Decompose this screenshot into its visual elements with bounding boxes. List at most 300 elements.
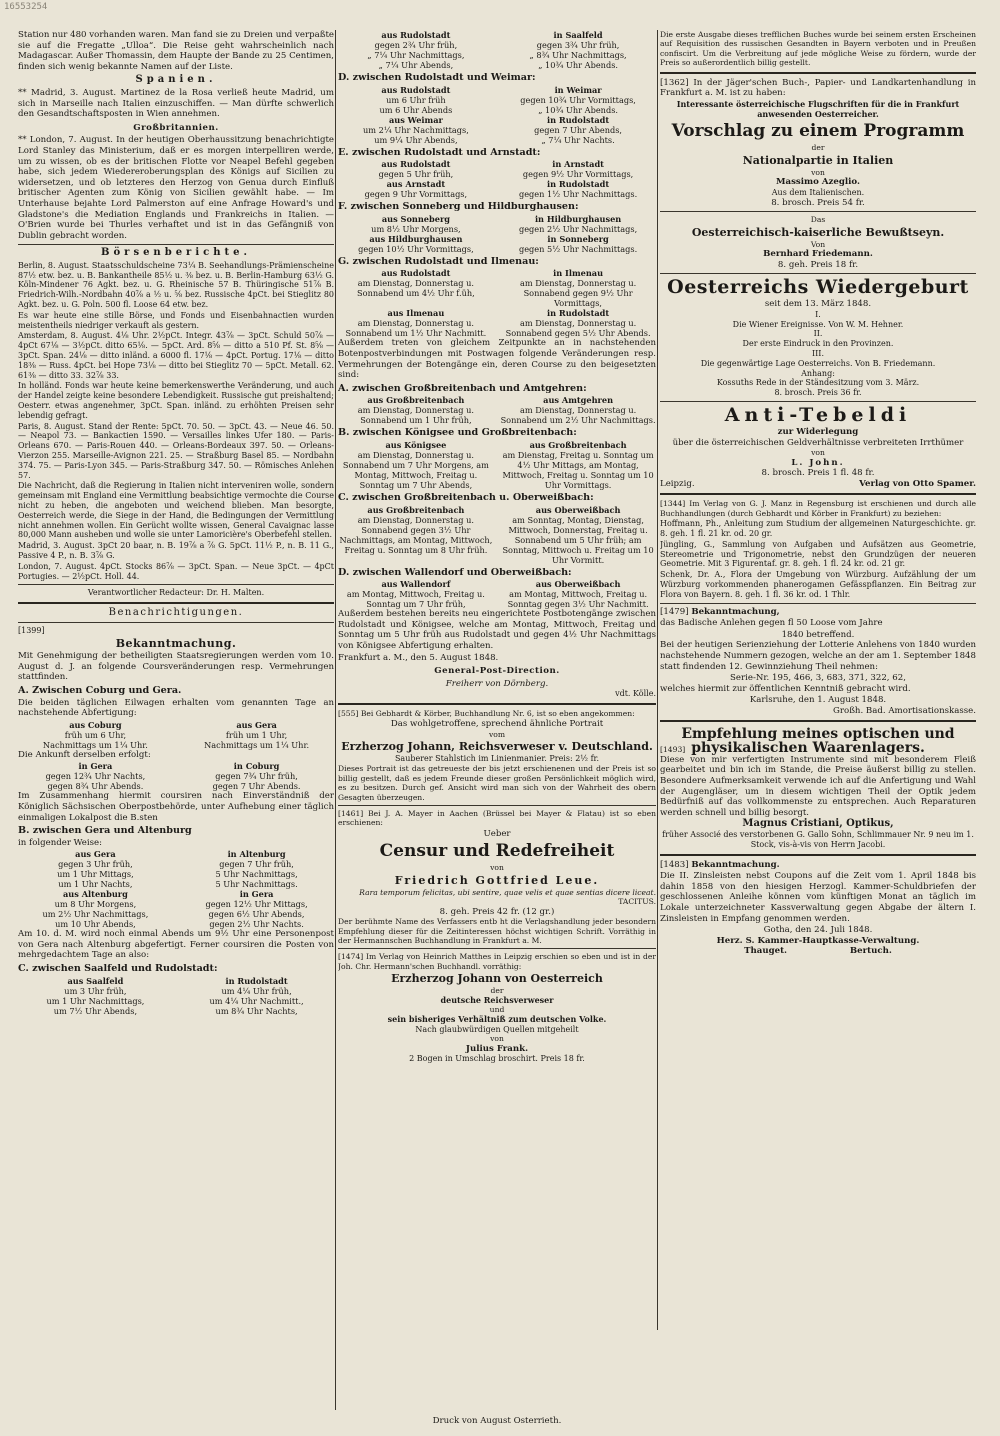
- spanien-heading: Spanien.: [135, 74, 217, 86]
- ad10-title1: Empfehlung meines optischen und: [681, 726, 955, 743]
- ad7-author: L. John.: [791, 457, 845, 468]
- ad9-series: Serie-Nr. 195, 466, 3, 683, 371, 322, 62,: [730, 673, 906, 684]
- timetable-cell-right: „ 10¾ Uhr Abends.: [538, 104, 618, 115]
- timetable-row: [18, 909, 334, 919]
- route-a-text2: Im Zusammenhang hiermit coursiren nach Einverständniß der Königlich Sächsischen Oberpostbehörde, unter Aufhebung einer täglich einmaligen Lokalpost die B.sten: [18, 791, 334, 823]
- timetable-cell-left: gegen 2¾ Uhr früh,: [374, 40, 458, 50]
- ad2-price: 8. geh. Preis 42 fr. (12 gr.): [439, 906, 555, 917]
- ad4-author: Massimo Azeglio.: [776, 177, 860, 188]
- boersen-amsterdam: Amsterdam, 8. August. 4⅛ Uhr. 2½pCt. Integr. 43⅞ — 3pCt. Schuld 50⅞ — 4pCt 67⅛ — 3½pCt. ditto 65⅛. — 5pCt. Ard. 8⅝ — ditto a 510 Pf. St. 8⅝ — 3pCt. Span. 24⅛ — ditto inländ. a 6000 fl. 17⅛ — 4pCt. Portug. 17⅛ — ditto 18⅜ — Russ. 4pCt. bei Hope 73⅛ — ditto bei Stieglitz 70 — 5pCt. Metall. 62. 61⅜ — ditto 33. 32⅞ 33.: [18, 331, 334, 380]
- timetable-row: [338, 85, 656, 95]
- ad4-trans: Aus dem Italienischen.: [771, 187, 865, 197]
- top-note: Die erste Ausgabe dieses trefflichen Buches wurde bei seinem ersten Erscheinen auf Requisition des russischen Gesandten in Bayern verboten und in Preußen confiscirt. Um die Verbreitung auf jede mögliche Weise zu fördern, wurde der Preis so außerordentlich billig gestellt.: [660, 30, 976, 68]
- boten-d-table: [338, 579, 656, 609]
- ad11-names: Thauget. Bertuch.: [744, 946, 892, 957]
- benachrichtigungen-heading: Benachrichtigungen.: [108, 607, 244, 619]
- boten-text: Außerdem treten von gleichem Zeitpunkte an in nachstehenden Botenpostverbindungen mit Postwagen folgende Veränderungen resp. Vermehrungen der Botengänge ein, deren Course zu den beigesetzten sind:: [338, 338, 656, 381]
- timetable-cell-left: „ 7¼ Uhr Abends,: [378, 60, 454, 70]
- timetable-cell-left: aus Hildburghausen: [369, 233, 463, 244]
- route-a-arrival-table: [18, 761, 334, 791]
- timetable-cell-left: um 8½ Uhr Morgens,: [371, 223, 461, 234]
- ad2-tacitus: TACITUS.: [618, 897, 656, 907]
- ad3-sub: deutsche Reichsverweser: [440, 994, 554, 1005]
- timetable-row: [338, 268, 656, 278]
- gb-heading: Großbritannien.: [133, 122, 219, 133]
- timetable-row: [18, 879, 334, 889]
- ad3-intro: [1474] Im Verlag von Heinrich Matthes in Leipzig erschien so eben und ist in der Joh. Chr. Hermann'schen Buchhandl. vorräthig:: [338, 952, 656, 971]
- timetable-cell-left: um 8 Uhr Morgens,: [54, 899, 137, 910]
- timetable-row: [18, 889, 334, 899]
- boersen-london: London, 7. August. 4pCt. Stocks 86⅞ — 3pCt. Span. — Neue 3pCt. — 4pCt Portugies. — 2½pCt. Holl. 44.: [18, 561, 334, 581]
- ad7-price: 8. brosch. Preis 1 fl. 48 fr.: [761, 468, 875, 479]
- timetable-cell-right: gegen 12½ Uhr Mittags,: [205, 899, 308, 910]
- timetable-row: [338, 40, 656, 50]
- editor-line: Verantwortlicher Redacteur: Dr. H. Malten.: [87, 588, 265, 598]
- ad5-title: Oesterreichisch-kaiserliche Bewußtseyn.: [691, 225, 945, 239]
- timetable-cell-left: aus Sonneberg: [381, 213, 450, 224]
- timetable-row: [18, 976, 334, 986]
- ad1-text: Dieses Portrait ist das getreueste der bis jetzt erschienenen und der Preis ist so billig gestellt, daß es jedem Freunde dieser großen Persönlichkeit möglich wird, es zu besitzen. Durch gef. Ansicht wird man sich von der Wahrheit des obern Gesagten überzeugen.: [338, 764, 656, 802]
- ad2-ueber: Ueber: [483, 828, 511, 839]
- timetable-row: [338, 125, 656, 135]
- timetable-cell-right: in Coburg: [233, 761, 280, 772]
- timetable-row: [18, 761, 334, 771]
- extra-text: Außerdem bestehen bereits neu eingerichtete Postbotengänge zwischen Rudolstadt und Königsee, welche am Montag, Mittwoch, Freitag und Sonntag um 5 Uhr früh aus Rudolstadt und gegen 4½ Uhr Nachmittags von Königsee Abfertigung erhalten.: [338, 609, 656, 651]
- intro-paragraph: Station nur 480 vorhanden waren. Man fand sie zu Dreien und verpaßte sie auf die Fregatte „Ulloa“. Die Reise geht wahrscheinlich nach Madagascar. Außer Thomassin, dem Haupte der Bande zu 25 Centimen, finden sich wenig bekannte Namen auf der Liste.: [18, 30, 334, 72]
- boten-a-heading: A. zwischen Großbreitenbach und Amtgehren:: [338, 382, 587, 394]
- timetable-row: [338, 50, 656, 60]
- timetable-cell-left: um 3 Uhr früh,: [64, 985, 127, 996]
- list-item: Hoffmann, Ph., Anleitung zum Studium der allgemeinen Naturgeschichte. gr. 8. geh. 1 fl. 21 kr. od. 20 gr.: [660, 519, 976, 538]
- ad7-text: über die österreichischen Geldverhältnisse verbreiteten Irrthümer: [672, 437, 964, 448]
- timetable-row: [338, 440, 656, 450]
- ad5-author: Bernhard Friedemann.: [763, 249, 873, 260]
- ad8-intro: [1344] Im Verlag von G. J. Manz in Regensburg ist erschienen und durch alle Buchhandlungen (durch Gebhardt und Körber in Frankfurt) zu beziehen:: [660, 499, 976, 518]
- list-item: Die gegenwärtige Lage Oesterreichs. Von B. Friedemann.: [700, 358, 936, 368]
- timetable-cell-right: gegen 2½ Uhr Nachts.: [209, 919, 304, 930]
- timetable-row: [338, 579, 656, 589]
- boersen-madrid: Madrid, 3. August. 3pCt 20 baar, n. B. 19⅞ a ⅞ G. 5pCt. 11½ P., n. B. 11 G., Passive 4 P., n. B. 3⅞ G.: [18, 541, 334, 560]
- ad9-year: 1840 betreffend.: [781, 629, 855, 640]
- ad10-text: Diese von mir verfertigten Instrumente sind mit besonderem Fleiß gearbeitet und bin ich im Stande, die Preise äußerst billig zu stellen. Besondere Aufmerksamkeit verwende ich auf die Anfertigung und Wahl der Augengläser, um in diesem wichtigen Theil der Optik jedem Bedürfniß auf das vollkommenste zu entsprechen. Auch Reparaturen werden schnell und billig besorgt.: [660, 754, 976, 818]
- page-id: 16553254: [4, 2, 48, 12]
- timetable-cell-left: aus Königsee: [385, 439, 447, 450]
- timetable-cell-right: früh um 1 Uhr,: [225, 729, 288, 740]
- timetable-cell-left: früh um 6 Uhr,: [64, 729, 127, 740]
- ad5-price: 8. geh. Preis 18 fr.: [777, 259, 859, 270]
- timetable-cell-left: um 1 Uhr Mittags,: [57, 869, 134, 880]
- timetable-row: [338, 135, 656, 145]
- ad3-price: 2 Bogen in Umschlag broschirt. Preis 18 fr.: [409, 1054, 585, 1064]
- boten-b-heading: B. zwischen Königsee und Großbreitenbach:: [338, 427, 577, 439]
- place-date: Frankfurt a. M., den 5. August 1848.: [338, 652, 499, 663]
- ad7-sub: zur Widerlegung: [777, 426, 859, 437]
- timetable-row: [338, 60, 656, 70]
- ad1-intro: [555] Bei Gebhardt & Körber, Buchhandlung Nr. 6, ist so eben angekommen:: [338, 709, 635, 719]
- boersen-berlin: Berlin, 8. August. Staatsschuldscheine 73¼ B. Seehandlungs-Prämienscheine 87½ etw. bez. u. B. Bankantheile 85½ u. ⅜ bez. u. B. Berlin-Hamburg 63½ G. Köln-Mindener 76 Agkt. bez. u. G. Rheinische 57 B. Thüringische 51⅞ B. Friedrich-Wilh.-Nordbahn 40⅞ a ½ u. ⅝ bez. Russische 4pCt. bei Stieglitz 80 Agkt. bez. u. G. Poln. 500 fl. Loose 64 etw. bez.: [18, 260, 334, 310]
- ad5-von: Von: [810, 239, 826, 249]
- boersen-heading: Börsenberichte.: [101, 247, 251, 259]
- timetable-row: [338, 318, 656, 338]
- route-e-table: [338, 159, 656, 199]
- timetable-cell-right: gegen 2½ Uhr Nachmittags,: [518, 223, 638, 234]
- timetable-cell-left: in Gera: [78, 761, 113, 772]
- ad10-title-row: [660, 740, 976, 757]
- timetable-cell-right: aus Amtgehren: [543, 395, 614, 406]
- timetable-row: [338, 278, 656, 308]
- timetable-row: [338, 515, 656, 565]
- timetable-row: [338, 179, 656, 189]
- ad2-title: Censur und Redefreiheit: [379, 841, 615, 862]
- timetable-row: [338, 159, 656, 169]
- timetable-cell-right: gegen 3¾ Uhr früh,: [536, 40, 620, 50]
- timetable-cell-left: um 1 Uhr Nachmittags,: [46, 995, 145, 1006]
- timetable-cell-left: am Dienstag, Donnerstag u. Sonnabend gegen 3½ Uhr Nachmittags, am Montag, Mittwoch, Freitag u. Sonntag um 8 Uhr früh.: [339, 514, 493, 555]
- ad3-title: Erzherzog Johann von Oesterreich: [391, 972, 603, 986]
- timetable-cell-right: gegen 1½ Uhr Nachmittags.: [518, 189, 638, 200]
- list-item: 8. brosch. Preis 36 fr.: [774, 388, 862, 398]
- imprint: Druck von August Osterrieth.: [432, 1416, 562, 1426]
- route-a-heading: A. Zwischen Coburg und Gera.: [18, 684, 182, 696]
- timetable-cell-right: gegen 6½ Uhr Abends,: [208, 909, 305, 920]
- divider-thick: [338, 703, 656, 705]
- divider: [18, 244, 334, 245]
- timetable-row: [18, 859, 334, 869]
- timetable-cell-left: „ 7¼ Uhr Nachmittags,: [367, 50, 465, 60]
- timetable-cell-left: aus Weimar: [388, 114, 443, 125]
- route-b-text2: Am 10. d. M. wird noch einmal Abends um 9½ Uhr eine Personenpost von Gera nach Altenburg abgefertigt. Ferner coursiren die Posten von mehrgedachtem Tage an also:: [18, 929, 334, 961]
- divider-thick: [18, 602, 334, 604]
- list-item: Anhang:: [801, 368, 835, 378]
- route-c-heading: C. zwischen Saalfeld und Rudolstadt:: [18, 963, 218, 975]
- list-item: I.: [815, 309, 821, 319]
- signer: Freiherr von Dörnberg.: [445, 678, 549, 689]
- boersen-amsterdam-note: In holländ. Fonds war heute keine bemerkenswerthe Veränderung, und auch der Handel zeigte keine besondere Lebendigkeit. Russische gut preishaltend; Oesterr. etwas angenehmer, 3pCt. Span. inländ. zu erhöhten Preisen sehr lebendig gefragt.: [18, 381, 334, 420]
- timetable-cell-left: gegen 8¾ Uhr Abends.: [47, 781, 144, 792]
- list-item: II.: [813, 329, 823, 339]
- timetable-cell-left: am Dienstag, Donnerstag u. Sonnabend um 7 Uhr Morgens, am Montag, Mittwoch, Freitag u. Sonntag um 7 Uhr Abends,: [342, 449, 489, 490]
- boten-c-heading: C. zwischen Großbreitenbach u. Oberweißbach:: [338, 491, 594, 503]
- timetable-cell-left: aus Rudolstadt: [381, 159, 451, 170]
- timetable-row: [18, 919, 334, 929]
- route-c-table: [18, 976, 334, 1016]
- ad7-von: von: [811, 448, 825, 458]
- timetable-cell-left: am Montag, Mittwoch, Freitag u. Sonntag um 7 Uhr früh,: [346, 589, 485, 610]
- timetable-cell-right: gegen 10¾ Uhr Vormittags,: [520, 94, 636, 105]
- timetable-cell-right: „ 8¾ Uhr Nachmittags,: [529, 50, 627, 60]
- list-item: Jüngling, G., Sammlung von Aufgaben und Aufsätzen aus Geometrie, Stereometrie und Trigonometrie, nebst den Grundzügen der neueren Geometrie. Mit 3 Figurentaf. gr. 8. geh. 1 fl. 24 kr. od. 21 gr.: [660, 539, 976, 569]
- timetable-cell-left: aus Gera: [75, 849, 116, 860]
- ad11-place: Gotha, den 24. Juli 1848.: [763, 925, 873, 936]
- list-item: Die Wiener Ereignisse. Von W. M. Hehner.: [732, 319, 904, 329]
- timetable-cell-right: in Sonneberg: [547, 233, 609, 244]
- ad6-contents: [660, 310, 976, 398]
- timetable-cell-right: gegen 7 Uhr Abends,: [534, 124, 623, 135]
- timetable-cell-right: 5 Uhr Nachmittags,: [215, 869, 298, 880]
- divider: [660, 603, 976, 604]
- ad4-price: 8. brosch. Preis 54 fr.: [771, 197, 865, 208]
- timetable-row: [18, 730, 334, 740]
- divider-thick: [660, 493, 976, 495]
- boersen-paris: Paris, 8. August. Stand der Rente: 5pCt. 70. 50. — 3pCt. 43. — Neue 46. 50. — Neapol 73. — Bankactien 1590. — Versailles linkes Ufer 180. — Paris-Orleans 670. — Paris-Rouen 440. — Orleans-Bordeaux 397. 50. — Orleans-Vierzon 255. Marseille-Avignon 221. 25. — Straßburg Basel 85. — Nordbahn 374. 75. — Paris-Lyon 345. — Paris-Straßburg 347. 50. — Römisches Anlehen 57.: [18, 421, 334, 480]
- timetable-row: [338, 169, 656, 179]
- spanien-text: ** Madrid, 3. August. Martinez de la Rosa verließ heute Madrid, um sich in Marseille nach Italien einzuschiffen. — Man dürfte schwerlich den Gesandtschaftsposten in Wien annehmen.: [18, 87, 334, 120]
- boten-c-table: [338, 505, 656, 565]
- ad1-sub: vom: [488, 730, 506, 740]
- ad10-ref: [1493]: [660, 745, 686, 755]
- ad3-sub2: sein bisheriges Verhältniß zum deutschen Volke.: [387, 1013, 607, 1024]
- route-g-table: [338, 268, 656, 338]
- ad4-title: Vorschlag zu einem Programm: [671, 121, 965, 142]
- timetable-cell-right: aus Großbreitenbach: [529, 439, 627, 450]
- timetable-row: [18, 781, 334, 791]
- timetable-cell-right: am Dienstag, Donnerstag u. Sonnabend um 2½ Uhr Nachmittags.: [500, 405, 656, 426]
- ad3-von: von: [490, 1034, 504, 1044]
- timetable-row: [338, 189, 656, 199]
- route-b-table: [18, 849, 334, 929]
- ad7-city: Leipzig.: [660, 478, 695, 489]
- timetable-cell-right: am Sonntag, Montag, Dienstag, Mittwoch, Donnerstag, Freitag u. Sonnabend um 5 Uhr früh; am Sonntag, Mittwoch u. Freitag um 10 Uhr Vormitt.: [502, 514, 654, 565]
- timetable-row: [338, 395, 656, 405]
- timetable-cell-left: gegen 12¾ Uhr Nachts,: [45, 771, 146, 782]
- timetable-row: [18, 771, 334, 781]
- timetable-row: [338, 505, 656, 515]
- timetable-cell-right: um 4¼ Uhr Nachmitt.,: [209, 995, 304, 1006]
- direction-name: General-Post-Direction.: [434, 666, 560, 677]
- timetable-cell-left: um 1 Uhr Nachts,: [58, 879, 133, 890]
- timetable-cell-left: aus Großbreitenbach: [367, 395, 465, 406]
- timetable-cell-right: in Weimar: [554, 84, 602, 95]
- ad2-text: Der berühmte Name des Verfassers entb ht die Verlagshandlung jeder besondern Empfehlung dieser für die Zeitinteressen höchst wichtigen Schrift. Vorräthig in der Hermannschen Buchhandlung in Frankfurt a. M.: [338, 917, 656, 945]
- ad9-heading-line: [1479] Bekanntmachung,: [660, 606, 780, 617]
- timetable-cell-right: am Montag, Mittwoch, Freitag u. Sonntag gegen 3½ Uhr Nachmitt.: [507, 589, 649, 610]
- timetable-row: [338, 308, 656, 318]
- timetable-cell-right: in Hildburghausen: [534, 213, 622, 224]
- divider: [18, 584, 334, 585]
- timetable-cell-right: gegen 9½ Uhr Vormittags,: [522, 169, 634, 180]
- divider: [660, 211, 976, 212]
- timetable-cell-right: gegen 7 Uhr früh,: [219, 859, 294, 870]
- timetable-row: [338, 214, 656, 224]
- ad2-motto: Rara temporum felicitas, ubi sentire, quae velis et quae sentias dicere liceat.: [359, 887, 656, 897]
- timetable-cell-left: um 6 Uhr Abends: [379, 104, 453, 115]
- route-d-table: [338, 85, 656, 145]
- timetable-row: [18, 849, 334, 859]
- timetable-cell-left: um 10 Uhr Abends,: [55, 919, 136, 930]
- timetable-cell-right: aus Oberweißbach: [535, 579, 621, 590]
- timetable-row: [338, 224, 656, 234]
- timetable-cell-left: aus Coburg: [69, 719, 122, 730]
- boten-d-heading: D. zwischen Wallendorf und Oberweißbach:: [338, 566, 572, 578]
- timetable-row: [18, 740, 334, 750]
- column-right: [660, 30, 976, 1330]
- timetable-cell-right: 5 Uhr Nachmittags.: [215, 879, 298, 890]
- column-middle: [338, 30, 656, 1415]
- route-e-heading: E. zwischen Rudolstadt und Arnstadt:: [338, 146, 541, 158]
- ad4-intro: [1362] In der Jäger'schen Buch-, Papier- und Landkartenhandlung in Frankfurt a. M. ist zu haben:: [660, 77, 976, 99]
- timetable-cell-right: am Dienstag, Donnerstag u. Sonnabend gegen 9½ Uhr Vormittags,: [519, 278, 637, 309]
- timetable-row: [338, 105, 656, 115]
- list-item: Schenk, Dr. A., Flora der Umgebung von Würzburg. Aufzählung der um Würzburg vorkommenden phanerogamen Gefässpflanzen. Ein Beitrag zur Flora von Bayern. 8. geh. 1 fl. 36 kr. od. 1 Thlr.: [660, 570, 976, 599]
- ad7-title: Anti-Tebeldi: [724, 403, 912, 426]
- ad2-intro: [1461] Bei J. A. Mayer in Aachen (Brüssel bei Mayer & Flatau) ist so eben erschienen:: [338, 808, 656, 828]
- timetable-cell-right: in Rudolstadt: [547, 114, 610, 125]
- timetable-cell-right: gegen 7¾ Uhr früh,: [215, 771, 298, 782]
- timetable-cell-left: aus Arnstadt: [386, 179, 446, 190]
- ad4-der: der: [811, 143, 825, 153]
- timetable-row: [18, 720, 334, 730]
- timetable-cell-right: aus Gera: [236, 719, 277, 730]
- timetable-row: [18, 986, 334, 996]
- list-item: Der erste Eindruck in den Provinzen.: [742, 339, 894, 349]
- ad10-name: Magnus Cristiani, Optikus,: [742, 818, 894, 830]
- timetable-cell-left: gegen 5 Uhr früh,: [378, 169, 454, 180]
- timetable-row: [338, 95, 656, 105]
- timetable-row: [18, 996, 334, 1006]
- timetable-cell-left: aus Ilmenau: [387, 308, 445, 319]
- timetable-row: [18, 869, 334, 879]
- signer2: vdt. Kölle.: [615, 689, 656, 699]
- ad9-text1: das Badische Anlehen gegen fl 50 Loose vom Jahre: [660, 618, 883, 629]
- timetable-cell-left: aus Rudolstadt: [381, 30, 451, 40]
- timetable-cell-right: in Rudolstadt: [225, 975, 288, 986]
- bek-heading: Bekanntmachung.: [115, 636, 237, 650]
- timetable-cell-right: Nachmittags um 1¼ Uhr.: [204, 739, 310, 750]
- ad3-author: Julius Frank.: [465, 1043, 529, 1054]
- timetable-cell-left: am Dienstag, Donnerstag u. Sonnabend um 4½ Uhr f.üh,: [357, 278, 475, 299]
- divider: [660, 401, 976, 402]
- ad11-text: Die II. Zinsleisten nebst Coupons auf die Zeit vom 1. April 1848 bis dahin 1858 von den hiesigen Herzogl. Kammer-Schuldbriefen der geschlossenen Anleihe können vom künftigen Monat an täglich im Lokale unterzeichneter Kassverwaltung gegen Abgabe der ältern I. Zinsleisten in Empfang genommen werden.: [660, 871, 976, 924]
- timetable-cell-left: gegen 3 Uhr früh,: [58, 859, 133, 870]
- timetable-row: [338, 405, 656, 425]
- ad1-title: Erzherzog Johann, Reichsverweser v. Deutschland.: [341, 740, 653, 754]
- divider: [660, 273, 976, 274]
- boten-b-table: [338, 440, 656, 490]
- list-item: III.: [811, 348, 825, 358]
- ad4-bold: Interessante österreichische Flugschriften für die in Frankfurt anwesenden Oesterreicher.: [676, 98, 960, 119]
- divider: [338, 805, 656, 806]
- timetable-row: [18, 1006, 334, 1016]
- timetable-cell-left: aus Rudolstadt: [381, 84, 451, 95]
- boersen-paris-note: Die Nachricht, daß die Regierung in Italien nicht interveniren wolle, sondern gemeinsam mit England eine Vermittlung beabsichtige vermochte die Course nicht zu heben, die angeboten und weichend blieben. Man besorgte, Oesterreich werde, die Siege in der Hand, die Bedingungen der Vermittlung nicht annehmen wollen. Ein Gerücht wollte wissen, General Cavaignac lasse 80,000 Mann ausheben und wolle sie unter Lamoricière's Oberbefehl stellen.: [18, 481, 334, 540]
- timetable-row: [338, 115, 656, 125]
- timetable-cell-right: gegen 7 Uhr Abends.: [212, 781, 301, 792]
- ad4-von: von: [811, 167, 825, 177]
- timetable-cell-right: „ 7¼ Uhr Nachts.: [541, 134, 615, 145]
- ad9-sign: Großh. Bad. Amortisationskasse.: [833, 705, 976, 716]
- ad2-author: Friedrich Gottfried Leue.: [394, 873, 600, 887]
- timetable-cell-left: um 9¼ Uhr Abends,: [374, 134, 458, 145]
- timetable-cell-left: aus Altenburg: [62, 889, 128, 900]
- route-b-heading: B. zwischen Gera und Altenburg: [18, 825, 192, 837]
- timetable-row: [338, 450, 656, 490]
- ad11-heading-line: [1483] Bekanntmachung.: [660, 859, 780, 870]
- divider: [18, 622, 334, 623]
- timetable-cell-left: am Dienstag, Donnerstag u. Sonnabend um 1½ Uhr Nachmitt.: [345, 318, 487, 339]
- gb-text: ** London, 7. August. In der heutigen Oberhaussitzung benachrichtigte Lord Stanley das Ministerium, daß er es morgen interpelliren werde, um zu wissen, ob es der britischen Flotte vor Neapel Befehl gegeben habe, sich jedem Wiedereroberungsplan des Königs auf Sicilien zu widersetzen, und ob letzteres den Herzog von Genua durch Einfluß britischer Agenten zum König von Sicilien gewählt habe. — Im Unterhause bejahte Lord Palmerston auf eine Anfrage Howard's und Gladstone's die Mediation Englands und Frankreichs in Italien. — O'Brien wurde bei Thurles verhaftet und ist in das Gefängniß von Dublin gebracht worden.: [18, 135, 334, 241]
- timetable-cell-right: in Rudolstadt: [547, 179, 610, 190]
- timetable-cell-right: „ 10¾ Uhr Abends.: [538, 60, 618, 70]
- timetable-cell-left: aus Saalfeld: [67, 975, 124, 986]
- timetable-row: [338, 234, 656, 244]
- timetable-row: [338, 589, 656, 609]
- route-b-text: in folgender Weise:: [18, 837, 103, 848]
- route-f-heading: F. zwischen Sonneberg und Hildburghausen:: [338, 201, 579, 213]
- divider-thick: [660, 854, 976, 856]
- ad7-publisher: Verlag von Otto Spamer.: [859, 478, 976, 489]
- column-left: [18, 30, 334, 1415]
- timetable-cell-left: um 2½ Uhr Nachmittags,: [42, 909, 149, 920]
- bek-intro: Mit Genehmigung der betheiligten Staatsregierungen werden vom 10. August d. J. an folgende Coursveränderungen resp. Vermehrungen stattfinden.: [18, 651, 334, 683]
- ad2-von: von: [490, 863, 504, 873]
- ad10-address: früher Associé des verstorbenen G. Gallo Sohn, Schlimmauer Nr. 9 neu im 1. Stock, vis-à-vis von Herrn Jacobi.: [662, 830, 974, 849]
- timetable-cell-right: um 8¾ Uhr Nachts,: [215, 1005, 298, 1016]
- route-d-heading: D. zwischen Rudolstadt und Weimar:: [338, 72, 536, 83]
- ad8-list: [660, 519, 976, 599]
- route-f-table: [338, 214, 656, 254]
- ad3-source: Nach glaubwürdigen Quellen mitgeheilt: [415, 1024, 579, 1034]
- route-a-table: [18, 720, 334, 750]
- timetable-cell-left: gegen 10½ Uhr Vormittags,: [358, 243, 474, 254]
- timetable-cell-right: aus Oberweißbach: [535, 504, 621, 515]
- timetable-cell-left: gegen 9 Uhr Vormittags,: [364, 189, 468, 200]
- ad9-text3: welches hiermit zur öffentlichen Kenntniß gebracht wird.: [660, 683, 911, 694]
- timetable-row: [18, 899, 334, 909]
- ad7-publisher-row: [660, 479, 976, 490]
- timetable-cell-left: aus Wallendorf: [381, 579, 451, 590]
- timetable-cell-right: um 4¼ Uhr früh,: [221, 985, 292, 996]
- divider-thick: [660, 72, 976, 74]
- timetable-cell-right: am Dienstag, Freitag u. Sonntag um 4½ Uhr Mittags, am Montag, Mittwoch, Freitag u. Sonntag um 10 Uhr Vormittags.: [502, 449, 654, 490]
- timetable-cell-right: am Dienstag, Donnerstag u. Sonnabend gegen 5½ Uhr Abends.: [505, 318, 651, 339]
- timetable-cell-right: in Gera: [239, 889, 274, 900]
- boten-a-table: [338, 395, 656, 425]
- ad9-place: Karlsruhe, den 1. August 1848.: [749, 695, 887, 706]
- route-c-continued-table: [338, 30, 656, 70]
- route-a-text: Die beiden täglichen Eilwagen erhalten vom genannten Tage an nachstehende Abfertigung:: [18, 697, 334, 719]
- timetable-cell-left: um 7½ Uhr Abends,: [53, 1005, 138, 1016]
- bek-ref: [1399]: [18, 625, 45, 635]
- ad10-title2: physikalischen Waarenlagers.: [691, 740, 925, 757]
- timetable-cell-right: in Ilmenau: [553, 268, 604, 279]
- ad6-date: seit dem 13. März 1848.: [764, 299, 872, 310]
- timetable-cell-left: um 2¼ Uhr Nachmittags,: [362, 124, 469, 135]
- ad3-der: der: [490, 986, 504, 996]
- column-rule-1: [335, 30, 336, 1410]
- ad9-text2: Bei der heutigen Serienziehung der Lotterie Anlehens von 1840 wurden nachstehende Nummern gezogen, welche an der am 1. September 1848 statt findenden 12. Gewinnziehung Theil nehmen:: [660, 640, 976, 672]
- timetable-cell-left: aus Großbreitenbach: [367, 504, 465, 515]
- column-rule-2: [657, 30, 658, 1330]
- timetable-cell-left: um 6 Uhr früh: [386, 94, 446, 105]
- list-item: Kossuths Rede in der Ständesitzung vom 3. März.: [716, 378, 920, 388]
- ad4-sub: Nationalpartie in Italien: [742, 153, 894, 167]
- ad11-sign: Herz. S. Kammer-Hauptkasse-Verwaltung.: [716, 935, 920, 946]
- timetable-cell-left: am Dienstag, Donnerstag u. Sonnabend um 1 Uhr früh,: [357, 405, 475, 426]
- route-a-arrival: Die Ankunft derselben erfolgt:: [18, 749, 151, 760]
- timetable-row: [338, 244, 656, 254]
- route-g-heading: G. zwischen Rudolstadt und Ilmenau:: [338, 255, 539, 267]
- ad1-desc: Sauberer Stahlstich im Linienmanier. Preis: 2½ fr.: [394, 754, 600, 764]
- timetable-cell-right: in Rudolstadt: [547, 308, 610, 319]
- ad6-title: Oesterreichs Wiedergeburt: [667, 276, 969, 299]
- ad1-line: Das wohlgetroffene, sprechend ähnliche Portrait: [390, 719, 604, 730]
- timetable-cell-left: aus Rudolstadt: [381, 268, 451, 279]
- timetable-cell-right: in Saalfeld: [553, 30, 603, 40]
- timetable-row: [338, 30, 656, 40]
- divider-thick: [660, 720, 976, 722]
- divider: [338, 948, 656, 949]
- timetable-cell-left: Nachmittags um 1¼ Uhr.: [42, 739, 148, 750]
